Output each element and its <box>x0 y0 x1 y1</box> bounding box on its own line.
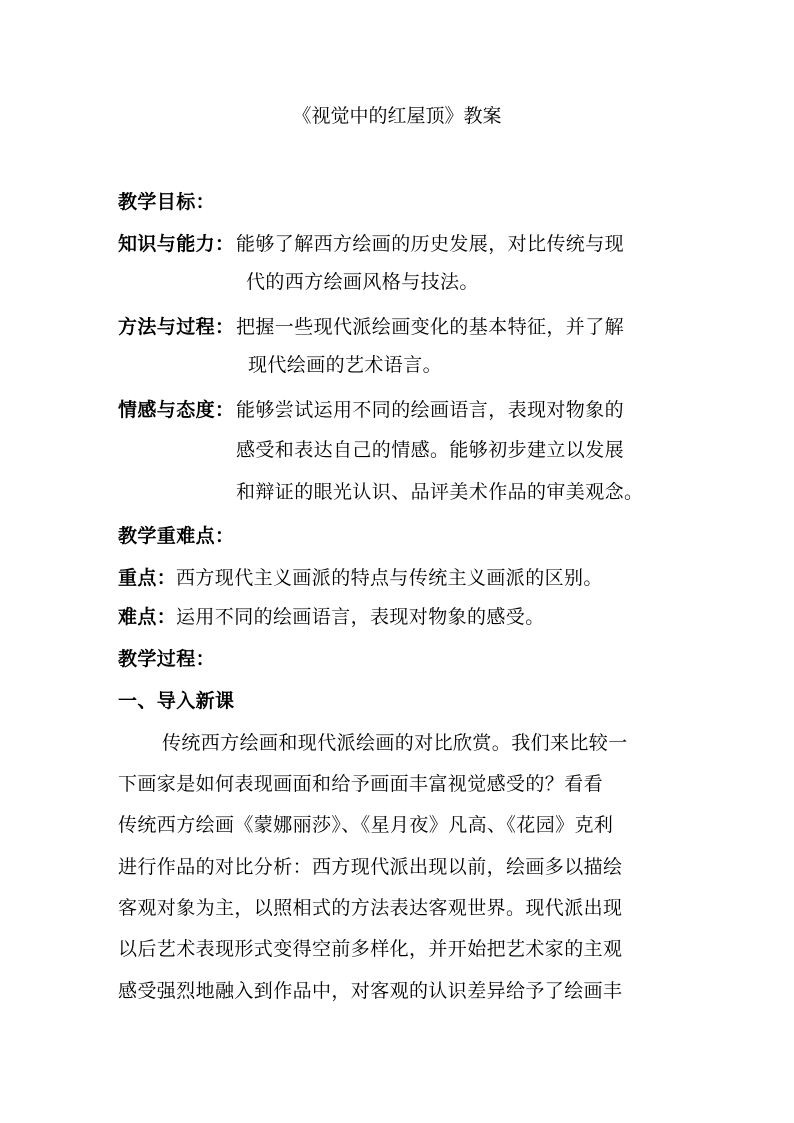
paragraph1-line1: 传统西方绘画和现代派绘画的对比欣赏。我们来比较一 <box>162 732 628 754</box>
objectives-heading: 教学目标： <box>118 191 216 213</box>
knowledge-text-line1: 能够了解西方绘画的历史发展，对比传统与现 <box>236 233 625 255</box>
knowledge-label: 知识与能力： <box>118 233 235 255</box>
paragraph1-line4: 进行作品的对比分析：西方现代派出现以前，绘画多以描绘 <box>118 856 623 878</box>
emotion-text-line3: 和辩证的眼光认识、品评美术作品的审美观念。 <box>236 481 644 503</box>
key-text: 西方现代主义画派的特点与传统主义画派的区别。 <box>176 567 603 589</box>
difficult-label: 难点： <box>118 606 177 628</box>
method-text-line1: 把握一些现代派绘画变化的基本特征，并了解 <box>236 316 625 338</box>
paragraph1-line2: 下画家是如何表现画面和给予画面丰富视觉感受的？看看 <box>118 773 604 795</box>
emotion-text-line2: 感受和表达自己的情感。能够初步建立以发展 <box>236 439 625 461</box>
paragraph1-line6: 以后艺术表现形式变得空前多样化，并开始把艺术家的主观 <box>118 938 623 960</box>
emotion-label: 情感与态度： <box>118 399 235 421</box>
paragraph1-line7: 感受强烈地融入到作品中，对客观的认识差异给予了绘画丰 <box>118 980 623 1002</box>
section1-heading: 一、导入新课 <box>118 690 235 712</box>
keypoints-heading: 教学重难点： <box>118 525 235 547</box>
process-heading: 教学过程： <box>118 648 216 670</box>
page-title: 《视觉中的红屋顶》教案 <box>292 105 502 127</box>
method-text-line2: 现代绘画的艺术语言。 <box>248 354 443 376</box>
emotion-text-line1: 能够尝试运用不同的绘画语言，表现对物象的 <box>236 399 625 421</box>
difficult-text: 运用不同的绘画语言，表现对物象的感受。 <box>176 606 545 628</box>
method-label: 方法与过程： <box>118 316 235 338</box>
knowledge-text-line2: 代的西方绘画风格与技法。 <box>246 271 479 293</box>
key-label: 重点： <box>118 567 177 589</box>
paragraph1-line5: 客观对象为主，以照相式的方法表达客观世界。现代派出现 <box>118 897 623 919</box>
paragraph1-line3: 传统西方绘画《蒙娜丽莎》、《星月夜》凡高、《花园》克利 <box>118 814 614 836</box>
